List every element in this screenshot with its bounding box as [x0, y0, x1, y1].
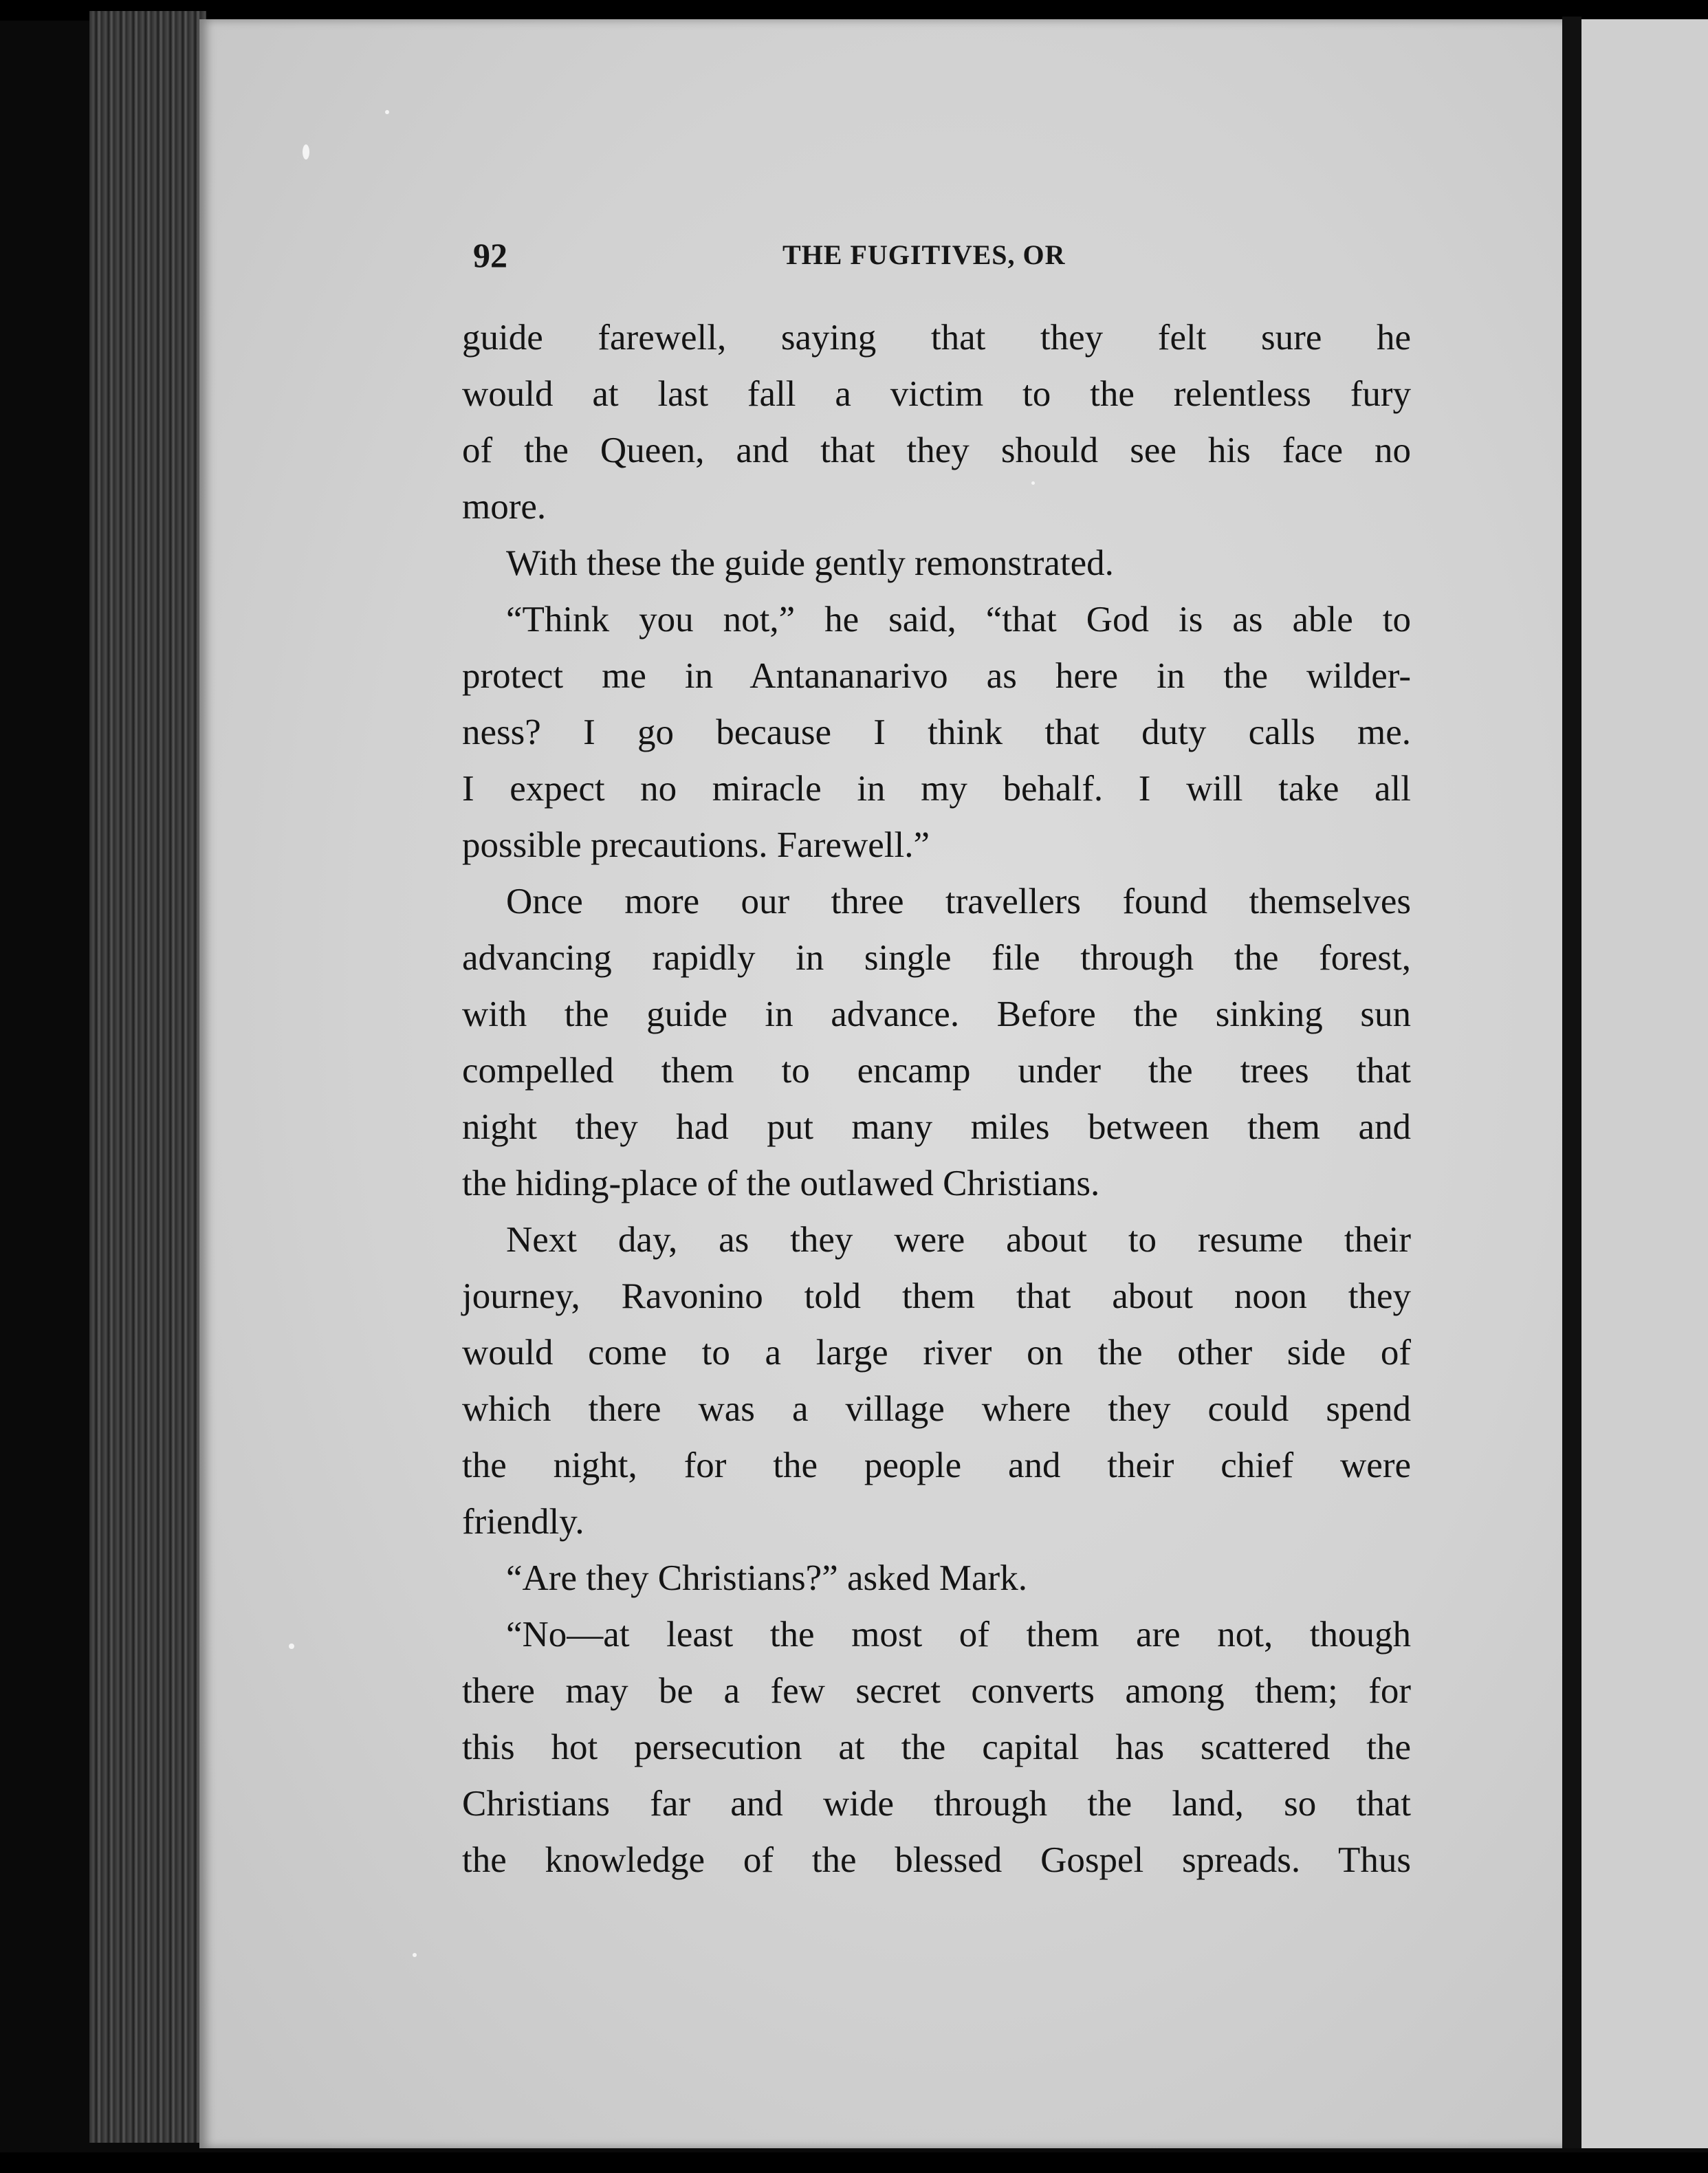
text-line: this hot persecution at the capital has scattered the	[462, 1727, 1411, 1767]
text-line: would at last fall a victim to the relentless fury	[462, 374, 1411, 414]
page-edges	[89, 11, 206, 2143]
text-line: with the guide in advance. Before the sinking sun	[462, 994, 1411, 1034]
text-line: “Think you not,” he said, “that God is as able to	[506, 600, 1411, 640]
text-line: compelled them to encamp under the trees that	[462, 1051, 1411, 1091]
page-number: 92	[473, 236, 507, 274]
text-line: advancing rapidly in single file through the forest,	[462, 938, 1411, 978]
text-line: I expect no miracle in my behalf. I will take all	[462, 769, 1411, 809]
text-line: the hiding-place of the outlawed Christians.	[462, 1164, 1100, 1203]
text-line: guide farewell, saying that they felt sure he	[462, 318, 1411, 358]
page-header	[473, 231, 1407, 279]
text-line: would come to a large river on the other side of	[462, 1333, 1411, 1373]
text-line: friendly.	[462, 1502, 584, 1542]
scan-border-top	[0, 0, 1708, 21]
facing-page-edge	[1581, 19, 1708, 2148]
text-line: possible precautions. Farewell.”	[462, 825, 930, 865]
text-line: the knowledge of the blessed Gospel spreads. Thus	[462, 1840, 1411, 1880]
text-line: Once more our three travellers found themselves	[506, 882, 1411, 921]
scan-border-bottom	[0, 2152, 1708, 2173]
text-line: which there was a village where they could spend	[462, 1389, 1411, 1429]
text-line: “Are they Christians?” asked Mark.	[506, 1558, 1027, 1598]
text-line: of the Queen, and that they should see his face no	[462, 430, 1411, 470]
text-line: journey, Ravonino told them that about noon they	[462, 1276, 1411, 1316]
text-line: more.	[462, 487, 547, 527]
text-line: ness? I go because I think that duty calls me.	[462, 712, 1411, 752]
text-line: Christians far and wide through the land, so that	[462, 1784, 1411, 1824]
body-text	[462, 309, 1411, 1888]
dust-speck	[413, 1953, 417, 1957]
dust-speck	[289, 1644, 294, 1649]
running-title: THE FUGITIVES, OR	[782, 239, 1066, 270]
text-line: With these the guide gently remonstrated.	[506, 543, 1114, 583]
text-line: “No—at least the most of them are not, though	[506, 1615, 1411, 1655]
text-line: there may be a few secret converts among them; for	[462, 1671, 1411, 1711]
dust-speck	[385, 110, 389, 114]
text-line: protect me in Antananarivo as here in the wilder-	[462, 656, 1411, 696]
binding-gutter	[1562, 17, 1581, 2148]
dust-speck	[303, 144, 309, 160]
text-line: the night, for the people and their chief were	[462, 1445, 1411, 1485]
text-line: Next day, as they were about to resume their	[506, 1220, 1411, 1260]
text-line: night they had put many miles between them and	[462, 1107, 1411, 1147]
